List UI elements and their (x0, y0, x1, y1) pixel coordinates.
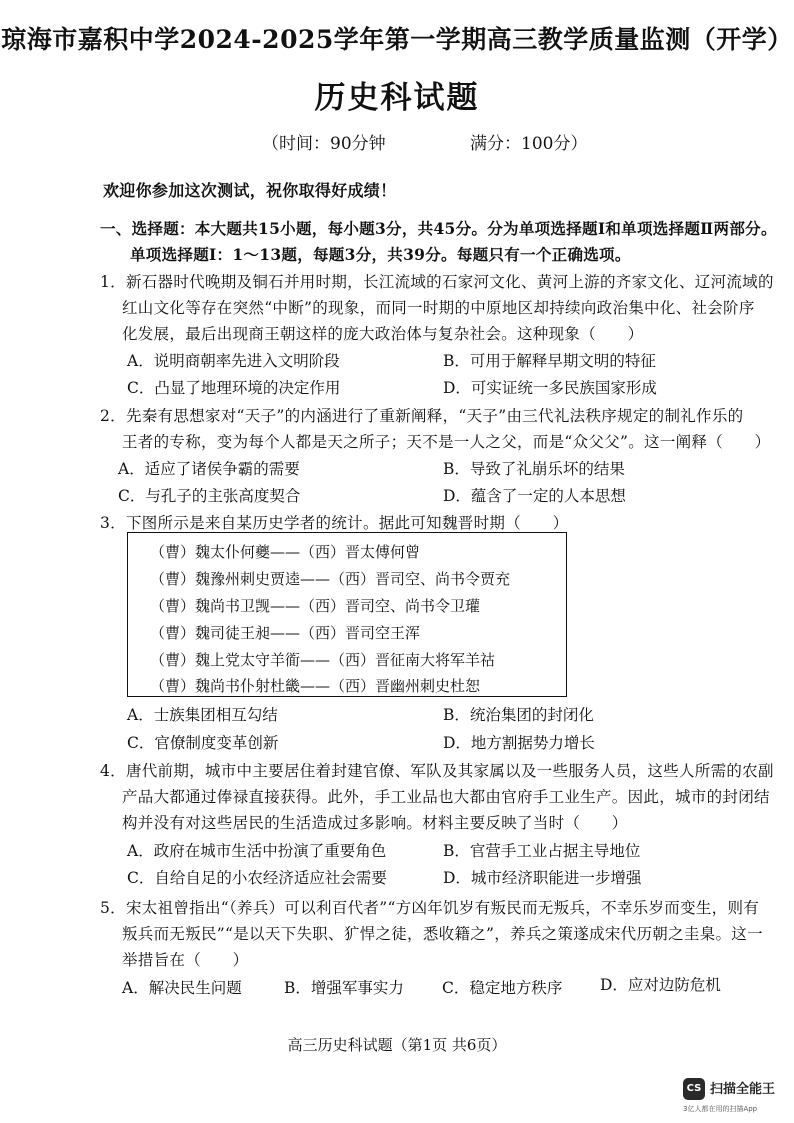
q5-option-c: C．稳定地方秩序 (442, 979, 563, 997)
page-footer: 高三历史科试题（第1页 共6页） (287, 1036, 507, 1054)
q1-option-a: A．说明商朝率先进入文明阶段 (127, 352, 340, 370)
q2-option-d: D．蕴含了一定的人本思想 (443, 487, 626, 505)
q3-table-row-1: （曹）魏太仆何夔——（西）晋太傅何曾 (150, 543, 421, 561)
q1-option-b: B．可用于解释早期文明的特征 (443, 352, 656, 370)
q5-option-d: D．应对边防危机 (600, 976, 721, 994)
q3-option-a: A．士族集团相互勾结 (127, 706, 278, 724)
exam-time: （时间：90分钟 (262, 134, 386, 154)
exam-header: 琼海市嘉积中学2024-2025学年第一学期高三教学质量监测（开学） (1, 25, 793, 54)
q1-option-d: D．可实证统一多民族国家形成 (443, 379, 657, 397)
q4-option-b: B．官营手工业占据主导地位 (443, 842, 641, 860)
scanner-watermark-name: 扫描全能王 (710, 1082, 776, 1097)
subject-title: 历史科试题 (314, 80, 480, 116)
q2-option-a: A．适应了诸侯争霸的需要 (118, 460, 300, 478)
q4-option-a: A．政府在城市生活中扮演了重要角色 (127, 842, 387, 860)
q1-line-1: 1．新石器时代晚期及铜石并用时期，长江流域的石家河文化、黄河上游的齐家文化、辽河流域的 (100, 273, 774, 291)
q3-option-c: C．官僚制度变革创新 (127, 734, 279, 752)
section-heading: 一、选择题：本大题共15小题，每小题3分，共45分。分为单项选择题Ⅰ和单项选择题Ⅱ两部分。 (100, 219, 777, 238)
q3-table-row-3: （曹）魏尚书卫觊——（西）晋司空、尚书令卫瓘 (150, 597, 481, 615)
q5-line-1: 5．宋太祖曾指出“（养兵）可以利百代者”“方凶年饥岁有叛民而无叛兵，不幸乐岁而变生，则有 (100, 899, 760, 917)
q4-option-c: C．自给自足的小农经济适应社会需要 (127, 869, 387, 887)
q1-line-3: 化发展，最后出现商王朝这样的庞大政治体与复杂社会。这种现象（ ） (122, 325, 644, 343)
q2-option-b: B．导致了礼崩乐坏的结果 (443, 460, 625, 478)
q4-option-d: D．城市经济职能进一步增强 (443, 869, 642, 887)
q1-line-2: 红山文化等存在突然“中断”的现象，而同一时期的中原地区却持续向政治集中化、社会阶序 (122, 299, 755, 317)
scanner-watermark-tagline: 3亿人都在用的扫描App (683, 1105, 758, 1113)
q5-option-b: B．增强军事实力 (284, 979, 404, 997)
q4-line-3: 构并没有对这些居民的生活造成过多影响。材料主要反映了当时（ ） (122, 814, 628, 832)
q3-table-row-6: （曹）魏尚书仆射杜畿——（西）晋幽州刺史杜恕 (150, 677, 481, 695)
q3-line-1: 3．下图所示是来自某历史学者的统计。据此可知魏晋时期（ ） (100, 514, 569, 532)
q2-line-1: 2．先秦有思想家对“天子”的内涵进行了重新阐释，“天子”由三代礼法秩序规定的制礼作乐的 (100, 407, 744, 425)
q3-table-row-2: （曹）魏豫州刺史贾逵——（西）晋司空、尚书令贾充 (150, 570, 511, 588)
section-subheading: 单项选择题Ⅰ：1～13题，每题3分，共39分。每题只有一个正确选项。 (130, 245, 631, 264)
q3-table-row-4: （曹）魏司徒王昶——（西）晋司空王浑 (150, 624, 421, 642)
q3-option-b: B．统治集团的封闭化 (443, 706, 594, 724)
q3-statistics-table (127, 532, 567, 697)
q5-line-3: 举措旨在（ ） (122, 951, 249, 969)
q3-table-row-5: （曹）魏上党太守羊衜——（西）晋征南大将军羊祜 (150, 651, 496, 669)
q1-option-c: C．凸显了地理环境的决定作用 (127, 379, 341, 397)
q2-option-c: C．与孔子的主张高度契合 (118, 487, 301, 505)
q4-line-2: 产品大都通过俸禄直接获得。此外，手工业品也大都由官府手工业生产。因此，城市的封闭结 (122, 788, 770, 806)
q2-line-2: 王者的专称，变为每个人都是天之所子；天不是一人之父，而是“众父父”。这一阐释（ ） (122, 433, 771, 451)
q4-line-1: 4．唐代前期，城市中主要居住着封建官僚、军队及其家属以及一些服务人员，这些人所需的农副 (100, 762, 774, 780)
q3-option-d: D．地方割据势力增长 (443, 734, 595, 752)
camscanner-logo-icon: CS (683, 1078, 705, 1100)
q5-line-2: 叛兵而无叛民”“是以天下失职、犷悍之徒，悉收籍之”，养兵之策遂成宋代历朝之圭臬。这一 (122, 925, 763, 943)
q5-option-a: A．解决民生问题 (122, 979, 242, 997)
greeting: 欢迎你参加这次测试，祝你取得好成绩！ (103, 181, 397, 200)
exam-score: 满分：100分） (470, 134, 588, 154)
